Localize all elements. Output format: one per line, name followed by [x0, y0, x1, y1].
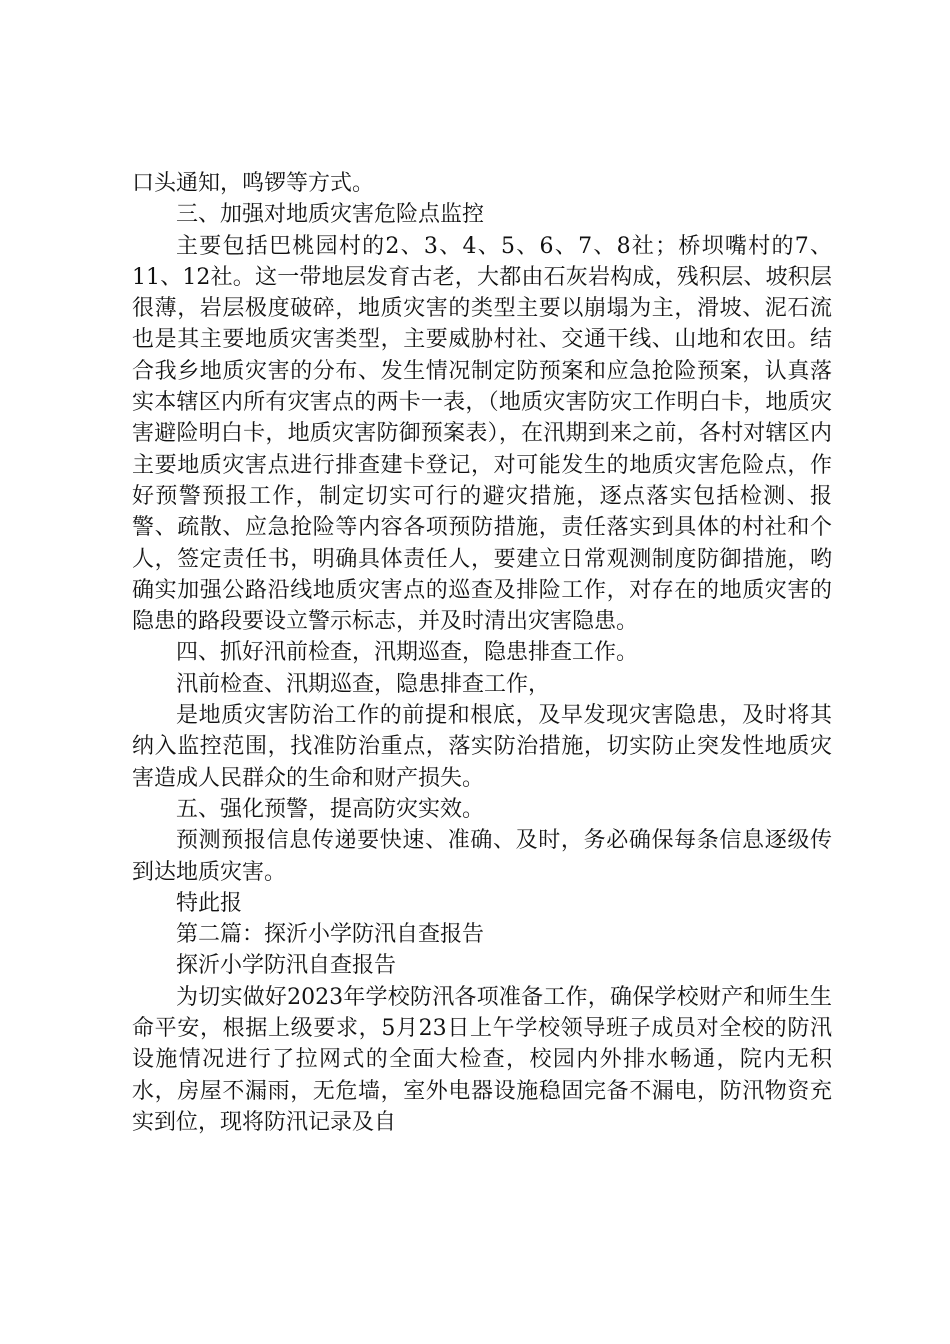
- section-heading-warning: 五、强化预警，提高防灾实效。: [176, 796, 485, 822]
- chapter-title: 第二篇：探沂小学防汛自查报告: [176, 922, 485, 948]
- section-heading-inspection: 四、抓好汛前检查，汛期巡查，隐患排查工作。: [176, 640, 639, 666]
- paragraph-inspection-intro: 汛前检查、汛期巡查，隐患排查工作，: [176, 671, 551, 697]
- section-heading-monitoring: 三、加强对地质灾害危险点监控: [176, 202, 485, 228]
- paragraph-continuation: 口头通知，鸣锣等方式。: [132, 171, 375, 196]
- paragraph-monitoring-details: 主要包括巴桃园村的2、3、4、5、6、7、8社；桥坝嘴村的7、11、12社。这一带地层发育古老，大都由石灰岩构成，残积层、坡积层很薄，岩层极度破碎，地质灾害的类型主要以崩塌为主，滑坡、泥石流也是其主要地质灾害类型，主要威胁村社、交通干线、山地和农田。结合我乡地质灾害的分布、发生情况制定防预案和应急抢险预案，认真落实本辖区内所有灾害点的两卡一表，（地质灾害防灾工作明白卡，地质灾害避险明白卡，地质灾害防御预案表），在汛期到来之前，各村对辖区内主要地质灾害点进行排查建卡登记，对可能发生的地质灾害危险点，作好预警预报工作，制定切实可行的避灾措施，逐点落实包括检测、报警、疏散、应急抢险等内容各项预防措施，责任落实到具体的村社和个人，签定责任书，明确具体责任人，要建立日常观测制度防御措施，哟确实加强公路沿线地质灾害点的巡查及排险工作，对存在的地质灾害的隐患的路段要设立警示标志，并及时清出灾害隐患。: [132, 233, 832, 635]
- paragraph-report-intro: 为切实做好2023年学校防汛各项准备工作，确保学校财产和师生生命平安，根据上级要求，5月23日上午学校领导班子成员对全校的防汛设施情况进行了拉网式的全面大检查，校园内外排水畅通，院内无积水，房屋不漏雨，无危墙，室外电器设施稳固完备不漏电，防汛物资充实到位，现将防汛记录及自: [132, 984, 832, 1135]
- document-body: [132, 168, 832, 1138]
- paragraph-closing: 特此报: [176, 890, 243, 916]
- report-title: 探沂小学防汛自查报告: [176, 953, 397, 979]
- paragraph-inspection-details: 是地质灾害防治工作的前提和根底，及早发现灾害隐患，及时将其纳入监控范围，找准防治重点，落实防治措施，切实防止突发性地质灾害造成人民群众的生命和财产损失。: [132, 703, 832, 791]
- paragraph-warning-details: 预测预报信息传递要快速、准确、及时，务必确保每条信息逐级传到达地质灾害。: [132, 828, 832, 885]
